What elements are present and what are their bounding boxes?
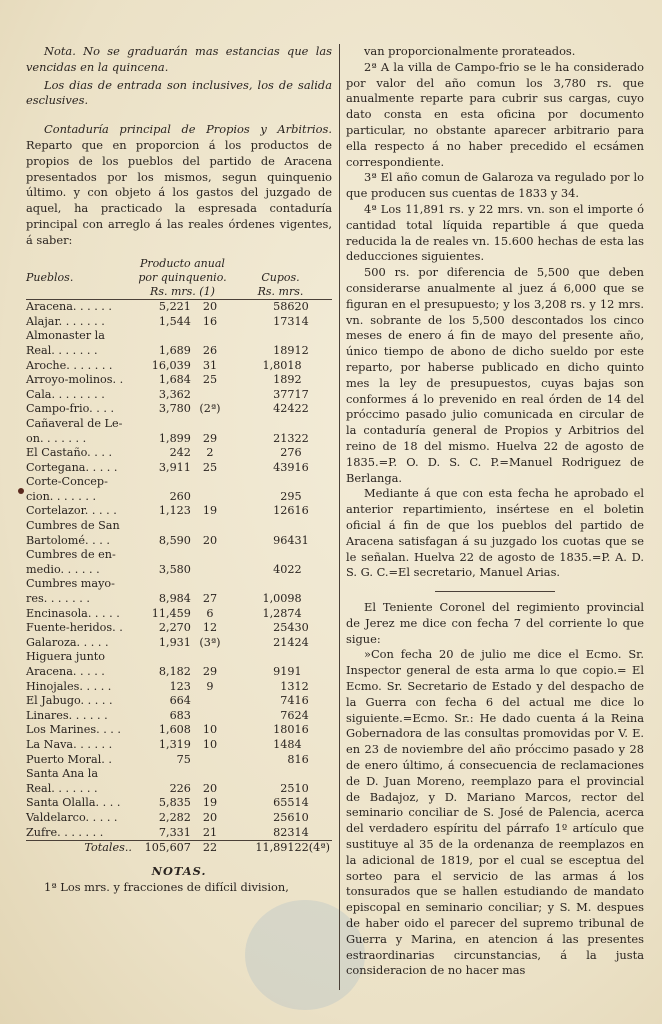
producto-mrs: 29 [202, 431, 218, 445]
producto-rs: 11,459 [151, 606, 191, 620]
table-row [26, 621, 332, 636]
producto-mrs [191, 548, 229, 563]
table-row [26, 650, 332, 665]
cupo-rs [229, 417, 295, 432]
producto-mrs: 29 [202, 665, 218, 678]
cupo-mrs: 16 [294, 504, 309, 518]
pueblo-name: Santa Olalla. . . . [26, 796, 121, 810]
producto-mrs: 10 [202, 737, 218, 751]
cupo-rs: 180 [273, 723, 295, 737]
producto-mrs: 2 [206, 446, 214, 460]
table-row [26, 607, 332, 622]
producto-rs [136, 767, 191, 782]
table-row [26, 738, 332, 753]
table-row [26, 490, 332, 505]
table-row [26, 665, 332, 680]
producto-rs: 3,911 [158, 460, 191, 474]
table-row [26, 723, 332, 738]
pueblo-name: Cumbres mayo- [26, 577, 115, 591]
totals-rs-1: 105,607 [136, 841, 191, 856]
table-row [26, 519, 332, 534]
producto-rs: 2,282 [158, 810, 191, 824]
cupo-mrs: 22 [294, 431, 309, 445]
producto-rs: 8,984 [158, 592, 191, 606]
para-oficio: »Con fecha 20 de julio me dice el Ecmo. Sr. Inspector general de esta arma lo que copio.= El Ecmo. Sr. Secretario de Estado y del despacho de la Guerra con fecha 6 del actual me dice lo siguiente.=Ecmo. Sr.: He dado cuenta á la Reina Gobernadora de las consultas promovidas por V. E. en 23 de noviembre del año próccimo pasado y 28 de enero último, á consecuencia de reclamaciones de D. Juan Moreno, reemplazo para el provincial de Badajoz, y D. Mariano Marcos, rector del seminario conciliar de S. José de Palencia, acerca del verdadero espíritu del párrafo 1º artículo que sustituye al 35 de la ordenanza de reemplazos en la adicional de 1819, por el cual se esceptua del sorteo para el servicio de las armas á los tonsurados que se hallen estudiando de mandato episcopal en seminario conciliar; y S. M. despues de haber oido el parecer del supremo tribunal de Guerra y Marina, en atencion á las presentes estraordinarias circunstancias, á la justa consideracion de no hacer mas [346, 647, 644, 978]
cupo-rs: 173 [273, 314, 295, 328]
producto-mrs: 20 [202, 781, 218, 795]
pueblo-name: El Castaño. . . . [26, 446, 113, 460]
cupo-rs: 655 [273, 796, 295, 810]
cupo-mrs: 24 [294, 708, 309, 722]
producto-rs [136, 519, 191, 534]
producto-mrs: 9 [206, 679, 214, 693]
pueblo-name: medio. . . . . . [26, 562, 100, 576]
cupo-rs: 919 [273, 665, 295, 678]
producto-rs: 683 [169, 708, 191, 722]
totals-mrs-2: 22(4ª) [295, 841, 332, 856]
totals-mrs-1: 22 [191, 841, 229, 856]
producto-rs: 1,931 [158, 635, 191, 649]
col-header-cupos: Cupos. [261, 270, 300, 284]
producto-rs [136, 548, 191, 563]
cupo-rs: 25 [280, 781, 295, 795]
article-divider [435, 591, 555, 592]
cupo-mrs: 2 [294, 373, 302, 387]
producto-rs: 5,221 [158, 300, 191, 314]
para-aprobacion: Mediante á que con esta fecha he aprobado el anterior repartimiento, insértese en el boletin oficial á fin de que los pueblos del partido de Aracena satisfagan á su juzgado los cuotas que se le señalan. Huelva 22 de agosto de 1835.=P. A. D. S. G. C.=El secretario, Manuel Arias. [346, 486, 644, 580]
producto-rs [136, 650, 191, 665]
table-row [26, 475, 332, 490]
producto-mrs: 6 [206, 606, 214, 620]
cupo-mrs: 10 [294, 810, 309, 824]
cupo-rs: 424 [273, 402, 295, 416]
para-nota-3: 3ª El año comun de Galaroza va regulado por lo que producen sus cuentas de 1833 y 34. [346, 170, 644, 201]
cupo-rs: 586 [273, 300, 295, 314]
table-row [26, 359, 332, 374]
cupo-mrs [295, 417, 332, 432]
para-prorateados: van proporcionalmente prorateados. [364, 44, 576, 58]
pueblo-name: Almonaster la [26, 329, 105, 343]
nota-line-2: Los dias de entrada son inclusives, los de salida esclusives. [26, 77, 332, 108]
producto-rs: 7,331 [158, 825, 191, 839]
table-row [26, 388, 332, 403]
cupo-rs: 1,009 [262, 592, 295, 606]
table-row [26, 344, 332, 359]
cupo-mrs: 8 [294, 358, 302, 372]
cupo-rs: 1,801 [262, 358, 295, 372]
pueblo-name: Cañaveral de Le- [26, 416, 123, 430]
producto-mrs: 16 [202, 314, 218, 328]
table-row [26, 782, 332, 797]
producto-rs: 1,899 [158, 431, 191, 445]
cupo-rs [229, 475, 295, 490]
pueblo-name: Corte-Concep- [26, 475, 108, 489]
cupo-mrs: 14 [294, 314, 309, 328]
nota-line-1: Nota. No se graduarán mas estancias que las vencidas en la quincena. [26, 44, 332, 74]
cupo-rs: 29 [280, 489, 295, 503]
totals-rs-2: 11,891 [229, 841, 295, 856]
cupo-rs: 964 [273, 533, 295, 547]
producto-rs: 1,544 [158, 314, 191, 328]
producto-mrs [191, 563, 229, 578]
table-row [26, 592, 332, 607]
cupo-rs: 254 [273, 621, 295, 635]
para-nota-2: 2ª A la villa de Campo-frio se le ha considerado por valor del año comun los 3,780 rs. que anualmente reparte para cubrir sus cargas, cuyo dato consta en esta oficina por documento particular, no obstante aparecer arbitrario para ella respecto á no haber precedido el ecsámen correspondiente. [346, 59, 644, 169]
pueblo-name: Valdelarco. . . . . [26, 810, 118, 824]
producto-rs [136, 417, 191, 432]
cupo-rs: 823 [273, 825, 295, 839]
cupo-rs: 76 [280, 708, 295, 722]
pueblo-name: Arroyo-molinos. . [26, 373, 124, 387]
producto-rs: 2,270 [158, 621, 191, 635]
left-column [26, 44, 332, 895]
producto-rs: 123 [169, 679, 191, 693]
para-nota-4: 4ª Los 11,891 rs. y 22 mrs. vn. son el importe ó cantidad total líquida repartible á que queda reducida la de reales vn. 15.600 hechas de esta las deducciones siguientes. [346, 201, 644, 264]
table-row [26, 446, 332, 461]
cupo-mrs: 5 [294, 489, 302, 503]
notas-title: NOTAS. [151, 863, 207, 878]
producto-mrs [191, 577, 229, 592]
nota-1: 1ª Los mrs. y fracciones de difícil division, [44, 879, 289, 894]
producto-mrs: 26 [202, 343, 218, 357]
producto-mrs [191, 417, 229, 432]
pueblo-name: Zufre. . . . . . . [26, 825, 104, 839]
col-header-producto: Producto anual por quinquenio. [138, 256, 227, 284]
table-row [26, 811, 332, 826]
cupo-rs: 256 [273, 810, 295, 824]
producto-mrs [191, 475, 229, 490]
producto-rs: 242 [169, 446, 191, 460]
producto-rs [136, 577, 191, 592]
cupo-mrs: 8 [294, 592, 302, 606]
subheader-spacer [26, 285, 136, 300]
table-row [26, 315, 332, 330]
ink-spot [18, 488, 24, 494]
cupo-mrs: 24 [294, 635, 309, 649]
cupo-rs [229, 577, 295, 592]
cupo-mrs: 1 [294, 665, 302, 678]
table-row [26, 709, 332, 724]
producto-mrs: 19 [202, 796, 218, 810]
section-paragraph [26, 122, 332, 248]
producto-mrs: (2ª) [199, 402, 221, 416]
cupo-mrs: 12 [294, 343, 309, 357]
pueblo-name: Encinasola. . . . . [26, 606, 120, 620]
cupo-mrs: 16 [294, 752, 309, 766]
pueblo-name: Real. . . . . . . [26, 343, 98, 357]
table-row [26, 796, 332, 811]
cupo-rs: 126 [273, 504, 295, 518]
producto-mrs: 27 [202, 592, 218, 606]
producto-rs: 75 [176, 752, 191, 766]
producto-rs: 5,835 [158, 796, 191, 810]
producto-rs: 1,123 [158, 504, 191, 518]
cupo-rs: 439 [273, 460, 295, 474]
cupo-mrs [295, 519, 332, 534]
table-row [26, 548, 332, 563]
producto-mrs [191, 490, 229, 505]
table-row [26, 329, 332, 344]
producto-rs: 16,039 [151, 358, 191, 372]
cupo-mrs [295, 548, 332, 563]
cupo-mrs [295, 475, 332, 490]
cupo-mrs: 2 [294, 562, 302, 576]
producto-mrs [191, 519, 229, 534]
pueblo-name: Higuera junto [26, 650, 106, 664]
cupo-mrs: 31 [294, 533, 309, 547]
producto-mrs [191, 650, 229, 665]
cupo-mrs: 16 [294, 723, 309, 737]
pueblo-name: on. . . . . . . [26, 431, 87, 445]
cupo-mrs: 14 [294, 796, 309, 810]
pueblo-name: Aracena. . . . . . [26, 300, 112, 314]
cupo-rs [229, 548, 295, 563]
producto-rs: 1,319 [158, 737, 191, 751]
producto-rs: 1,689 [158, 343, 191, 357]
pueblo-name: Cortelazor. . . . . [26, 504, 117, 518]
cupo-mrs: 14 [294, 825, 309, 839]
cupo-mrs: 20 [294, 300, 309, 314]
cupo-rs: 13 [280, 679, 295, 693]
pueblo-name: Cala. . . . . . . . [26, 387, 105, 401]
propios-table [26, 253, 332, 856]
table-row [26, 767, 332, 782]
table-row [26, 826, 332, 841]
column-divider [339, 44, 340, 990]
producto-mrs: 10 [202, 723, 218, 737]
pueblo-name: Aracena. . . . . [26, 665, 105, 678]
pueblo-name: Alajar. . . . . . . [26, 314, 105, 328]
cupo-mrs [295, 329, 332, 344]
pueblo-name: Cumbres de en- [26, 548, 116, 562]
table-row [26, 680, 332, 695]
pueblo-name: res. . . . . . . [26, 592, 90, 606]
pueblo-name: Galaroza. . . . . [26, 635, 109, 649]
producto-rs: 226 [169, 781, 191, 795]
pueblo-name: El Jabugo. . . . . [26, 694, 113, 708]
cupo-rs: 189 [273, 343, 295, 357]
pueblo-name: Real. . . . . . . [26, 781, 98, 795]
cupo-rs: 214 [273, 635, 295, 649]
pueblo-name: Linares. . . . . . [26, 708, 108, 722]
producto-mrs: 19 [202, 504, 218, 518]
pueblo-name: Santa Ana la [26, 767, 99, 781]
table-row [26, 402, 332, 417]
cupo-rs [229, 650, 295, 665]
cupo-mrs: 4 [294, 737, 302, 751]
producto-rs [136, 475, 191, 490]
producto-mrs [191, 329, 229, 344]
pueblo-name: La Nava. . . . . . [26, 737, 113, 751]
table-row [26, 504, 332, 519]
cupo-mrs [295, 577, 332, 592]
table-row [26, 636, 332, 651]
cupo-mrs: 22 [294, 402, 309, 416]
cupo-rs: 189 [273, 373, 295, 387]
table-row [26, 373, 332, 388]
cupo-mrs: 16 [294, 460, 309, 474]
table-row [26, 432, 332, 447]
cupo-rs: 402 [273, 562, 295, 576]
cupo-mrs: 17 [294, 387, 309, 401]
pueblo-name: Bartolomé. . . . [26, 533, 110, 547]
producto-mrs: 20 [202, 533, 218, 547]
cupo-rs: 8 [287, 752, 295, 766]
cupo-rs [229, 767, 295, 782]
cupo-rs: 74 [280, 694, 295, 708]
producto-mrs [191, 753, 229, 768]
table-body [26, 300, 332, 841]
producto-mrs: 12 [202, 621, 218, 635]
cupo-rs: 1,287 [262, 606, 295, 620]
producto-mrs [191, 767, 229, 782]
cupo-mrs: 16 [294, 694, 309, 708]
producto-mrs: 25 [202, 460, 218, 474]
pueblo-name: Hinojales. . . . . [26, 679, 112, 693]
producto-mrs [191, 709, 229, 724]
table-row [26, 300, 332, 315]
pueblo-name: Los Marines. . . . [26, 723, 121, 737]
para-deducciones: 500 rs. por diferencia de 5,500 que deben considerarse anualmente al juez á 6,000 que se figuran en el presupuesto; y los 3,208 rs. y 12 mrs. vn. sobrante de los 5,500 descontados los cinco meses de enero á fin de mayo del presente año, único tiempo de abono de dicho sueldo por este reparto, por haberse publicado en dicho quinto mes la ley de presupuestos, cuyas bajas son conformes á lo prevenido en real órden de 14 del próccimo pasado julio comunicada en circular de la contaduría general de Propios y Arbitrios del reino de 18 del mismo. Huelva 22 de agosto de 1835.=P. O. D. S. C. P.=Manuel Rodriguez de Berlanga. [346, 265, 644, 485]
cupo-mrs: 30 [294, 621, 309, 635]
cupo-mrs: 6 [294, 446, 302, 460]
pueblo-name: Puerto Moral. . [26, 752, 112, 766]
producto-rs: 3,580 [158, 562, 191, 576]
cupo-mrs: 12 [294, 679, 309, 693]
table-row [26, 461, 332, 476]
producto-rs: 1,684 [158, 373, 191, 387]
cupo-rs: 27 [280, 446, 295, 460]
pueblo-name: Campo-frio. . . . [26, 402, 115, 416]
table-row [26, 563, 332, 578]
pueblo-name: Cortegana. . . . . [26, 460, 118, 474]
cupo-mrs: 4 [294, 606, 302, 620]
table-row [26, 694, 332, 709]
totals-label: Totales.. [26, 841, 136, 856]
cupo-rs [229, 329, 295, 344]
producto-rs [136, 329, 191, 344]
cupo-mrs [295, 767, 332, 782]
producto-mrs: 25 [202, 373, 218, 387]
producto-mrs: 20 [202, 300, 218, 314]
col-header-pueblos: Pueblos. [26, 270, 74, 284]
producto-rs: 3,362 [158, 387, 191, 401]
cupo-rs: 377 [273, 387, 295, 401]
cupo-rs [229, 519, 295, 534]
producto-mrs: 31 [202, 358, 218, 372]
para-teniente-coronel: El Teniente Coronel del regimiento provincial de Jerez me dice con fecha 7 del corriente lo que sigue: [346, 600, 644, 646]
table-row [26, 577, 332, 592]
pueblo-name: Aroche. . . . . . . [26, 358, 113, 372]
producto-mrs [191, 388, 229, 403]
cupo-mrs [295, 650, 332, 665]
subheader-rs-mrs-1: Rs. mrs. (1) [136, 285, 229, 300]
producto-mrs: 21 [202, 825, 218, 839]
section-body: Reparto que en proporcion á los productos de propios de los pueblos del partido de Aracena presentados por los mismos, segun quinquenio último. y con objeto á los gastos del juzgado de aquel, ha practicado la espresada contaduría principal con arreglo á las reales órdenes vigentes, á saber: [26, 137, 332, 247]
producto-rs: 1,608 [158, 723, 191, 737]
producto-rs: 260 [169, 489, 191, 503]
cupo-rs: 148 [273, 737, 295, 751]
cupo-mrs: 10 [294, 781, 309, 795]
producto-rs: 3,780 [158, 402, 191, 416]
pueblo-name: Cumbres de San [26, 519, 120, 533]
table-row [26, 534, 332, 549]
table-row [26, 417, 332, 432]
producto-mrs: 20 [202, 810, 218, 824]
producto-mrs: (3ª) [199, 635, 221, 649]
table-row [26, 753, 332, 768]
pueblo-name: cion. . . . . . . [26, 489, 97, 503]
right-column [346, 44, 644, 979]
subheader-rs-mrs-2: Rs. mrs. [229, 285, 332, 300]
pueblo-name: Fuente-heridos. . [26, 621, 123, 635]
producto-rs: 8,182 [158, 665, 191, 678]
cupo-rs: 213 [273, 431, 295, 445]
producto-rs: 664 [169, 694, 191, 708]
producto-rs: 8,590 [158, 533, 191, 547]
producto-mrs [191, 694, 229, 709]
section-heading: Contaduría principal de Propios y Arbitrios. [44, 122, 332, 137]
